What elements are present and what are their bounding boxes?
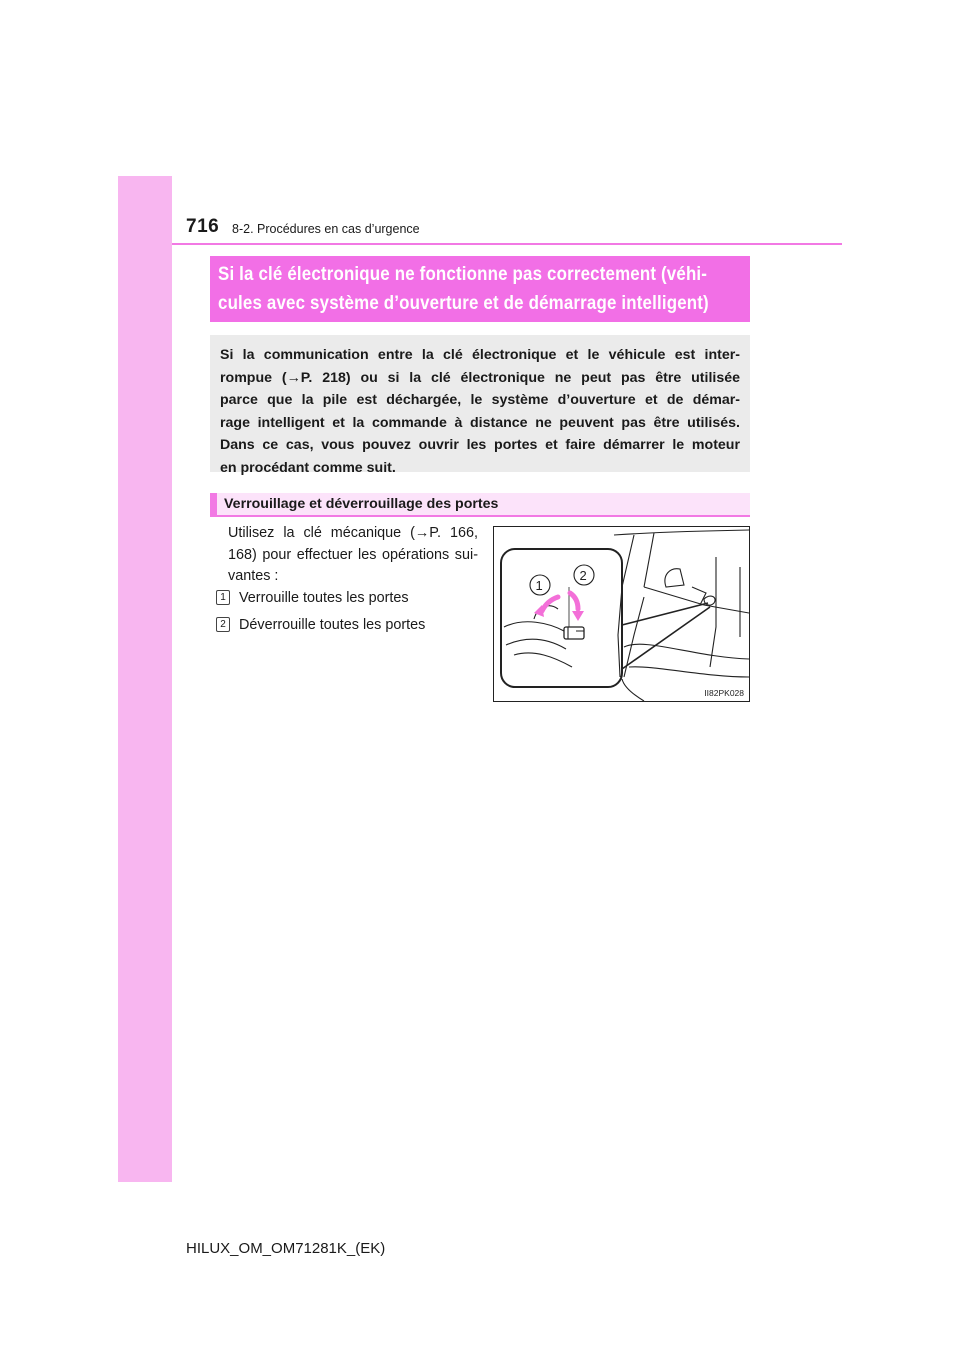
chapter-title-line-1: Si la clé électronique ne fonctionne pas correctement (véhi-	[218, 264, 708, 285]
step-number-badge: 1	[216, 590, 230, 605]
document-code-footer: HILUX_OM_OM71281K_(EK)	[186, 1240, 386, 1257]
step-number-badge: 2	[216, 617, 230, 632]
step-item	[216, 590, 409, 606]
side-color-band	[118, 176, 172, 1182]
callout-2: 2	[579, 568, 587, 583]
page-number: 716	[186, 216, 220, 237]
intro-line: Dans ce cas, vous pouvez ouvrir les portes et faire démarrer le moteur	[220, 437, 740, 453]
body-line: 168) pour effectuer les opérations sui-	[228, 546, 478, 563]
step-item	[216, 617, 425, 633]
subsection-title: Verrouillage et déverrouillage des portes	[224, 496, 499, 512]
figure-label: II82PK028	[704, 688, 744, 698]
lock-arrow-icon	[542, 597, 558, 611]
chapter-title-box	[210, 256, 750, 322]
door-lock-illustration	[494, 527, 749, 701]
subsection-heading-bar	[210, 493, 217, 517]
callout-1: 1	[535, 578, 543, 593]
intro-box	[210, 335, 750, 476]
door-lock-figure	[493, 526, 750, 702]
body-line: vantes :	[228, 568, 279, 584]
body-line: Utilisez la clé mécanique (→P. 166,	[228, 525, 478, 541]
subsection-heading-rule	[217, 515, 750, 517]
chapter-title-line-2: cules avec système d’ouverture et de démarrage intelligent)	[218, 293, 709, 314]
step-text: Verrouille toutes les portes	[239, 590, 409, 606]
intro-line: en procédant comme suit.	[220, 459, 396, 476]
intro-line: rage intelligent et la commande à distance ne peuvent pas être utilisés.	[220, 414, 740, 431]
intro-line: rompue (→P. 218) ou si la clé électronique ne peut pas être utilisée	[220, 369, 740, 386]
intro-line: Si la communication entre la clé électronique et le véhicule est inter-	[220, 347, 740, 363]
header-rule	[172, 243, 842, 245]
subsection-body	[228, 523, 478, 588]
step-text: Déverrouille toutes les portes	[239, 617, 426, 633]
unlock-arrow-icon	[570, 593, 578, 609]
subsection-heading	[210, 493, 750, 517]
unlock-arrowhead-icon	[572, 611, 584, 621]
intro-line: parce que la pile est déchargée, le système d’ouverture et de démar-	[220, 392, 740, 408]
section-title: 8-2. Procédures en cas d’urgence	[232, 222, 420, 236]
